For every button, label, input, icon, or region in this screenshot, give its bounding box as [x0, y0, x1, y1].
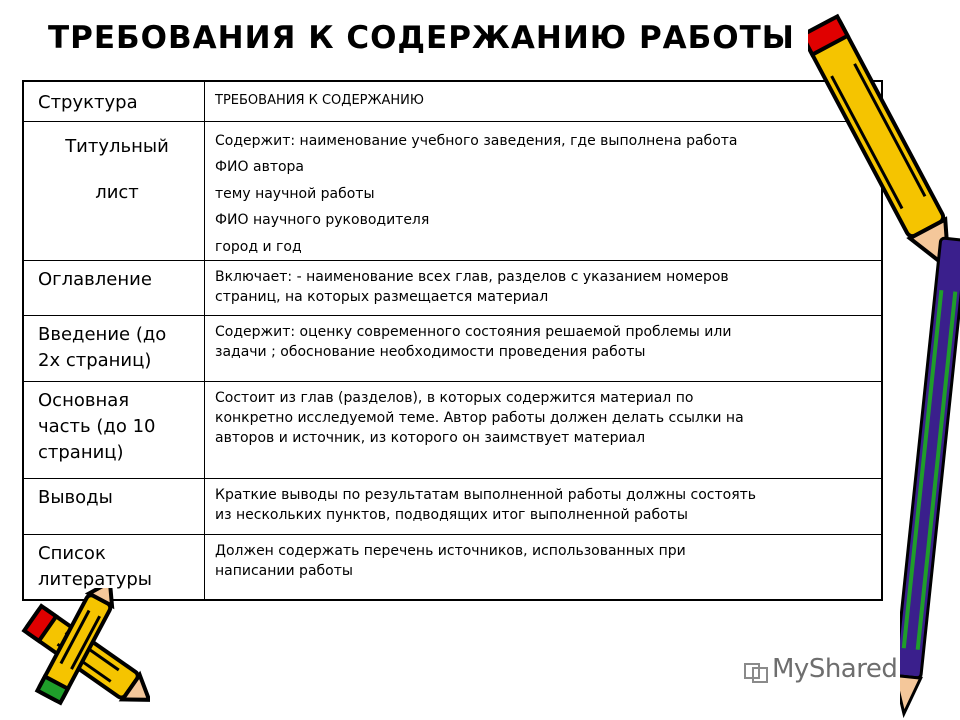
myshared-watermark: MyShared	[772, 654, 898, 684]
row-text-line: из нескольких пунктов, подводящих итог выполненной работы	[215, 507, 688, 523]
row-text-line: страниц, на которых размещается материал	[215, 289, 549, 305]
row-label-line: часть (до 10	[38, 416, 156, 437]
row-text-line: ФИО научного руководителя	[215, 212, 430, 228]
table-row	[23, 121, 882, 261]
row-text-line: город и год	[215, 238, 302, 255]
table-row	[23, 382, 882, 479]
requirements-table	[22, 80, 883, 601]
row-text-line: Краткие выводы по результатам выполненной работы должны состоять	[215, 487, 757, 503]
row-text-line: задачи ; обоснование необходимости проведения работы	[215, 344, 646, 360]
row-text	[205, 535, 881, 581]
row-text-line: тему научной работы	[215, 185, 375, 202]
row-text-cell	[205, 261, 883, 316]
row-label-cell	[23, 261, 205, 316]
row-text-line: Состоит из глав (разделов), в которых содержится материал по	[215, 390, 694, 406]
header-structure-label: Структура	[38, 92, 138, 113]
row-label	[24, 382, 204, 466]
row-text	[205, 479, 881, 525]
row-text-cell	[205, 479, 883, 535]
myshared-logo-icon	[744, 660, 768, 684]
table-row	[23, 261, 882, 316]
row-label-cell	[23, 382, 205, 479]
row-label-line: Титульный	[65, 135, 169, 157]
row-label	[24, 535, 204, 593]
row-text-cell	[205, 382, 883, 479]
pencil-icon	[900, 230, 960, 720]
row-text-line: Содержит: оценку современного состояния решаемой проблемы или	[215, 324, 732, 340]
row-label-cell	[23, 121, 205, 261]
row-label	[24, 122, 204, 216]
row-label	[24, 261, 204, 293]
row-label-line: лист	[95, 181, 139, 203]
row-label	[24, 479, 204, 511]
row-label-line: Основная	[38, 390, 130, 411]
row-text-cell	[205, 535, 883, 600]
row-text-line: ФИО автора	[215, 159, 305, 175]
table-header-row	[23, 81, 882, 121]
row-text-cell	[205, 316, 883, 382]
row-text	[205, 122, 881, 261]
table-row	[23, 316, 882, 382]
header-cell-structure	[23, 81, 205, 121]
row-text	[205, 382, 881, 448]
row-label-line: Список	[38, 543, 106, 564]
row-text-line: Должен содержать перечень источников, использованных при	[215, 543, 686, 559]
row-text-cell	[205, 121, 883, 261]
row-label-line: литературы	[38, 569, 152, 590]
row-text-line: авторов и источник, из которого он заимствует материал	[215, 430, 646, 446]
row-text-line: написании работы	[215, 563, 353, 579]
row-label	[24, 316, 204, 374]
row-text-line: Включает: - наименование всех глав, разделов с указанием номеров	[215, 269, 729, 285]
row-text	[205, 261, 881, 307]
row-text-line: Содержит: наименование учебного заведения, где выполнена работа	[215, 132, 738, 149]
row-label-line: 2х страниц)	[38, 350, 152, 371]
table-row	[23, 535, 882, 600]
row-label-line: страниц)	[38, 442, 124, 463]
header-requirements-label: ТРЕБОВАНИЯ К СОДЕРЖАНИЮ	[215, 93, 424, 108]
row-label-cell	[23, 316, 205, 382]
table-row	[23, 479, 882, 535]
row-label-line: Выводы	[38, 487, 113, 508]
row-text	[205, 316, 881, 362]
row-label-line: Введение (до	[38, 324, 167, 345]
row-label-line: Оглавление	[38, 269, 152, 290]
slide-title: ТРЕБОВАНИЯ К СОДЕРЖАНИЮ РАБОТЫ	[48, 20, 795, 56]
row-text-line: конкретно исследуемой теме. Автор работы должен делать ссылки на	[215, 410, 744, 426]
row-label-cell	[23, 479, 205, 535]
header-cell-requirements	[205, 81, 883, 121]
pencil-icon	[0, 588, 150, 720]
